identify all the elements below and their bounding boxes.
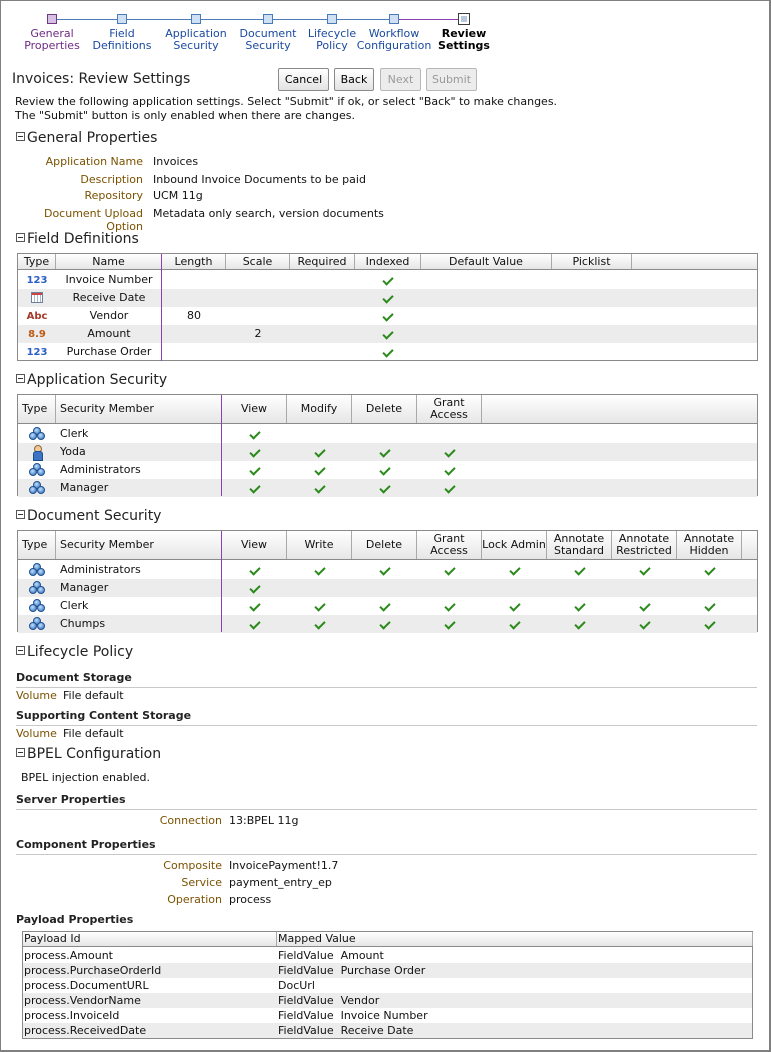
- permission-cell: [287, 479, 352, 497]
- intro-text-1: Review the following application settings. Select "Submit" if ok, or select "Back" to make changes.: [15, 95, 558, 108]
- type-cell: [18, 579, 56, 597]
- check-icon: [382, 292, 393, 303]
- type-cell: [18, 343, 56, 361]
- check-icon: [509, 564, 520, 575]
- connection-value: 13:BPEL 11g: [229, 814, 299, 827]
- name-cell: Vendor: [89, 309, 129, 322]
- check-icon: [382, 328, 393, 339]
- payload-properties-heading: Payload Properties: [16, 913, 134, 926]
- permission-cell: [547, 561, 612, 579]
- cancel-button[interactable]: Cancel: [278, 68, 329, 91]
- train-step-node[interactable]: [389, 14, 399, 24]
- section-field-definitions[interactable]: [16, 231, 139, 247]
- connection-label: Connection: [159, 814, 222, 827]
- integer-type-icon: 123: [26, 347, 48, 358]
- integer-type-icon: 123: [26, 275, 48, 286]
- collapse-icon[interactable]: [16, 646, 25, 655]
- column-header[interactable]: Type: [18, 531, 56, 559]
- check-icon: [314, 600, 325, 611]
- column-header[interactable]: Delete: [352, 531, 417, 559]
- property-label: Application Name: [45, 155, 143, 168]
- check-icon: [379, 464, 390, 475]
- permission-cell: [352, 561, 417, 579]
- column-header[interactable]: Picklist: [552, 254, 632, 269]
- mapped-value-cell: FieldValue Receive Date: [278, 1024, 414, 1037]
- section-title: Lifecycle Policy: [27, 644, 134, 660]
- check-icon: [249, 464, 260, 475]
- mapped-value-cell: FieldValue Vendor: [278, 994, 380, 1007]
- train-step-node[interactable]: [117, 14, 127, 24]
- scale-cell: [226, 307, 290, 325]
- permission-cell: [222, 615, 287, 633]
- component-properties-heading: Component Properties: [16, 838, 156, 851]
- column-header[interactable]: Annotate Restricted: [612, 531, 677, 559]
- column-header[interactable]: Type: [18, 395, 56, 423]
- permission-cell: [612, 579, 677, 597]
- operation-value: process: [229, 893, 272, 906]
- train-step-label[interactable]: Workflow Configuration: [356, 27, 432, 52]
- column-header[interactable]: View: [222, 531, 287, 559]
- table-row[interactable]: [18, 561, 757, 579]
- check-icon: [314, 464, 325, 475]
- length-cell: [162, 343, 226, 361]
- length-cell: [162, 271, 226, 289]
- property-value: Invoices: [153, 155, 199, 168]
- train-step-label[interactable]: Application Security: [165, 27, 227, 52]
- check-icon: [314, 446, 325, 457]
- check-icon: [382, 346, 393, 357]
- check-icon: [639, 618, 650, 629]
- type-cell: [18, 289, 56, 307]
- collapse-icon[interactable]: [16, 374, 25, 383]
- train-step-node[interactable]: [458, 13, 470, 25]
- permission-cell: [612, 597, 677, 615]
- check-icon: [704, 600, 715, 611]
- group-icon: [28, 581, 46, 595]
- check-icon: [444, 600, 455, 611]
- payload-id-cell: process.ReceivedDate: [24, 1024, 147, 1037]
- collapse-icon[interactable]: [16, 132, 25, 141]
- permission-cell: [417, 615, 482, 633]
- table-row[interactable]: [23, 1008, 752, 1023]
- column-header-filler: [742, 531, 759, 559]
- section-document-security[interactable]: [16, 508, 161, 524]
- mapped-value-cell: FieldValue Amount: [278, 949, 384, 962]
- check-icon: [509, 618, 520, 629]
- collapse-icon[interactable]: [16, 510, 25, 519]
- application-security-table: [17, 394, 758, 496]
- section-bpel-configuration[interactable]: [16, 746, 161, 762]
- table-row[interactable]: [23, 1023, 752, 1038]
- payload-id-cell: process.DocumentURL: [24, 979, 149, 992]
- group-icon: [28, 463, 46, 477]
- column-header[interactable]: Annotate Standard: [547, 531, 612, 559]
- permission-cell: [677, 579, 742, 597]
- section-title: Application Security: [27, 372, 168, 388]
- permission-cell: [417, 579, 482, 597]
- column-header[interactable]: Modify: [287, 395, 352, 423]
- check-icon: [379, 618, 390, 629]
- permission-cell: [287, 461, 352, 479]
- section-lifecycle-policy[interactable]: [16, 644, 133, 660]
- check-icon: [314, 564, 325, 575]
- permission-cell: [417, 425, 482, 443]
- permission-cell: [352, 479, 417, 497]
- table-row[interactable]: [18, 271, 757, 289]
- intro-text-2: The "Submit" button is only enabled when there are changes.: [15, 109, 355, 122]
- check-icon: [379, 446, 390, 457]
- column-header[interactable]: Default Value: [421, 254, 552, 269]
- frozen-column-separator: [221, 531, 222, 632]
- train-step-label[interactable]: Field Definitions: [92, 27, 152, 52]
- type-cell: [18, 425, 56, 443]
- check-icon: [382, 274, 393, 285]
- train-step-node[interactable]: [263, 14, 273, 24]
- check-icon: [574, 564, 585, 575]
- permission-cell: [482, 615, 547, 633]
- divider: [16, 725, 757, 726]
- service-value: payment_entry_ep: [229, 876, 332, 889]
- mapped-value-cell: FieldValue Invoice Number: [278, 1009, 428, 1022]
- column-header[interactable]: Grant Access: [417, 531, 482, 559]
- document-security-table: [17, 530, 758, 632]
- table-row[interactable]: [18, 615, 757, 633]
- type-cell: [18, 479, 56, 497]
- check-icon: [249, 446, 260, 457]
- check-icon: [249, 618, 260, 629]
- check-icon: [444, 564, 455, 575]
- payload-id-cell: process.PurchaseOrderId: [24, 964, 162, 977]
- group-icon: [28, 481, 46, 495]
- check-icon: [249, 564, 260, 575]
- indexed-cell: [355, 271, 421, 289]
- check-icon: [639, 564, 650, 575]
- submit-button[interactable]: Submit: [426, 68, 477, 91]
- group-icon: [28, 427, 46, 441]
- member-cell: Chumps: [60, 617, 106, 630]
- check-icon: [704, 564, 715, 575]
- check-icon: [704, 618, 715, 629]
- divider: [16, 687, 757, 688]
- frozen-column-separator: [161, 254, 162, 361]
- section-title: Document Security: [27, 508, 162, 524]
- permission-cell: [547, 615, 612, 633]
- table-header: [18, 254, 757, 270]
- section-application-security[interactable]: [16, 372, 167, 388]
- permission-cell: [677, 597, 742, 615]
- section-title: Field Definitions: [27, 231, 139, 247]
- length-cell: [162, 289, 226, 307]
- scale-cell: 2: [254, 327, 262, 340]
- check-icon: [444, 446, 455, 457]
- permission-cell: [222, 461, 287, 479]
- column-header-filler: [632, 254, 758, 269]
- train-step-node[interactable]: [47, 14, 57, 24]
- service-label: Service: [181, 876, 222, 889]
- check-icon: [382, 310, 393, 321]
- permission-cell: [417, 597, 482, 615]
- member-cell: Administrators: [60, 463, 141, 476]
- property-value: Metadata only search, version documents: [153, 207, 384, 220]
- table-row[interactable]: [23, 978, 752, 993]
- volume-label: Volume: [16, 689, 57, 702]
- permission-cell: [352, 425, 417, 443]
- composite-label: Composite: [163, 859, 222, 872]
- type-cell: [18, 615, 56, 633]
- table-row[interactable]: [18, 579, 757, 597]
- collapse-icon[interactable]: [16, 748, 25, 757]
- member-cell: Manager: [60, 581, 109, 594]
- column-header[interactable]: Mapped Value: [277, 932, 753, 946]
- property-value: Inbound Invoice Documents to be paid: [153, 173, 366, 186]
- payload-id-cell: process.VendorName: [24, 994, 141, 1007]
- train-connector: [122, 19, 196, 20]
- table-row[interactable]: [18, 425, 757, 443]
- divider: [16, 809, 757, 810]
- check-icon: [249, 600, 260, 611]
- permission-cell: [352, 443, 417, 461]
- type-cell: [18, 461, 56, 479]
- permission-cell: [417, 443, 482, 461]
- table-row[interactable]: [23, 993, 752, 1008]
- type-cell: [18, 325, 56, 343]
- next-button[interactable]: Next: [380, 68, 421, 91]
- payload-properties-table: [22, 931, 753, 1039]
- permission-cell: [482, 597, 547, 615]
- volume-value: File default: [63, 689, 124, 702]
- column-header[interactable]: Security Member: [56, 395, 222, 423]
- indexed-cell: [355, 325, 421, 343]
- section-general-properties[interactable]: [16, 130, 157, 146]
- permission-cell: [287, 597, 352, 615]
- permission-cell: [482, 579, 547, 597]
- type-cell: [18, 307, 56, 325]
- table-header: [23, 932, 752, 947]
- table-header: [18, 395, 757, 424]
- train-step-label[interactable]: Lifecycle Policy: [307, 27, 357, 52]
- back-button[interactable]: Back: [334, 68, 374, 91]
- train-connector: [196, 19, 268, 20]
- train-connector: [268, 19, 332, 20]
- permission-cell: [287, 561, 352, 579]
- table-row[interactable]: [23, 963, 752, 978]
- check-icon: [639, 600, 650, 611]
- permission-cell: [222, 425, 287, 443]
- divider: [16, 854, 757, 855]
- property-label: Description: [80, 173, 143, 186]
- check-icon: [379, 564, 390, 575]
- permission-cell: [612, 615, 677, 633]
- table-row[interactable]: [18, 307, 757, 325]
- permission-cell: [222, 479, 287, 497]
- train-step-label[interactable]: General Properties: [24, 27, 80, 52]
- check-icon: [379, 600, 390, 611]
- section-title: BPEL Configuration: [27, 746, 162, 762]
- collapse-icon[interactable]: [16, 233, 25, 242]
- check-icon: [249, 582, 260, 593]
- type-cell: [18, 271, 56, 289]
- permission-cell: [417, 461, 482, 479]
- scale-cell: [226, 271, 290, 289]
- field-definitions-table: [17, 253, 758, 361]
- train-step-node[interactable]: [327, 14, 337, 24]
- permission-cell: [352, 615, 417, 633]
- permission-cell: [417, 561, 482, 579]
- table-row[interactable]: [18, 597, 757, 615]
- column-header-filler: [482, 395, 759, 423]
- column-header[interactable]: Required: [290, 254, 355, 269]
- text-type-icon: Abc: [26, 311, 48, 322]
- check-icon: [574, 618, 585, 629]
- check-icon: [444, 618, 455, 629]
- frozen-column-separator: [221, 395, 222, 496]
- check-icon: [444, 482, 455, 493]
- permission-cell: [287, 443, 352, 461]
- indexed-cell: [355, 289, 421, 307]
- column-header[interactable]: View: [222, 395, 287, 423]
- permission-cell: [287, 615, 352, 633]
- permission-cell: [352, 461, 417, 479]
- payload-id-cell: process.Amount: [24, 949, 113, 962]
- wizard-train: [10, 8, 510, 56]
- permission-cell: [612, 561, 677, 579]
- column-header[interactable]: Write: [287, 531, 352, 559]
- train-step-label[interactable]: Review Settings: [438, 27, 490, 52]
- permission-cell: [222, 579, 287, 597]
- column-header[interactable]: Annotate Hidden: [677, 531, 742, 559]
- permission-cell: [482, 561, 547, 579]
- column-header[interactable]: Name: [56, 254, 162, 269]
- check-icon: [509, 600, 520, 611]
- property-label: Repository: [84, 189, 143, 202]
- volume-value: File default: [63, 727, 124, 740]
- column-header[interactable]: Scale: [226, 254, 290, 269]
- permission-cell: [417, 479, 482, 497]
- scale-cell: [226, 289, 290, 307]
- group-icon: [28, 599, 46, 613]
- table-row[interactable]: [18, 461, 757, 479]
- train-step-label[interactable]: Document Security: [239, 27, 297, 52]
- type-cell: [18, 443, 56, 461]
- mapped-value-cell: FieldValue Purchase Order: [278, 964, 426, 977]
- group-icon: [28, 563, 46, 577]
- table-row[interactable]: [18, 443, 757, 461]
- table-row[interactable]: [18, 325, 757, 343]
- column-header[interactable]: Security Member: [56, 531, 222, 559]
- name-cell: Receive Date: [72, 291, 146, 304]
- member-cell: Manager: [60, 481, 109, 494]
- permission-cell: [287, 425, 352, 443]
- property-label: Document Upload Option: [43, 207, 143, 233]
- table-row[interactable]: [18, 289, 757, 307]
- name-cell: Invoice Number: [65, 273, 153, 286]
- check-icon: [444, 464, 455, 475]
- document-storage-heading: Document Storage: [16, 671, 132, 684]
- permission-cell: [287, 579, 352, 597]
- type-cell: [18, 597, 56, 615]
- group-icon: [28, 617, 46, 631]
- mapped-value-cell: DocUrl: [278, 979, 315, 992]
- length-cell: 80: [187, 309, 201, 322]
- train-connector: [52, 19, 122, 20]
- train-step-node[interactable]: [191, 14, 201, 24]
- check-icon: [314, 482, 325, 493]
- property-value: UCM 11g: [153, 189, 203, 202]
- type-cell: [18, 561, 56, 579]
- bpel-enabled-text: BPEL injection enabled.: [21, 771, 150, 784]
- calendar-icon: [31, 292, 43, 303]
- permission-cell: [547, 597, 612, 615]
- page-title: Invoices: Review Settings: [12, 71, 191, 87]
- payload-id-cell: process.InvoiceId: [24, 1009, 120, 1022]
- permission-cell: [547, 579, 612, 597]
- train-connector: [332, 19, 394, 20]
- column-header[interactable]: Payload Id: [23, 932, 277, 946]
- check-icon: [574, 600, 585, 611]
- permission-cell: [677, 561, 742, 579]
- operation-label: Operation: [167, 893, 222, 906]
- indexed-cell: [355, 343, 421, 361]
- column-header[interactable]: Grant Access: [417, 395, 482, 423]
- name-cell: Amount: [87, 327, 131, 340]
- permission-cell: [677, 615, 742, 633]
- column-header[interactable]: Lock Admin: [482, 531, 547, 559]
- column-header[interactable]: Length: [162, 254, 226, 269]
- scale-cell: [226, 343, 290, 361]
- composite-value: InvoicePayment!1.7: [229, 859, 339, 872]
- length-cell: [162, 325, 226, 343]
- check-icon: [379, 482, 390, 493]
- server-properties-heading: Server Properties: [16, 793, 126, 806]
- user-icon: [33, 445, 41, 459]
- column-header[interactable]: Type: [18, 254, 56, 269]
- check-icon: [249, 428, 260, 439]
- member-cell: Clerk: [60, 599, 89, 612]
- supporting-storage-heading: Supporting Content Storage: [16, 709, 192, 722]
- check-icon: [249, 482, 260, 493]
- train-connector: [394, 19, 464, 20]
- indexed-cell: [355, 307, 421, 325]
- member-cell: Administrators: [60, 563, 141, 576]
- permission-cell: [352, 597, 417, 615]
- column-header[interactable]: Indexed: [355, 254, 421, 269]
- member-cell: Yoda: [60, 445, 86, 458]
- section-title: General Properties: [27, 130, 158, 146]
- table-row[interactable]: [18, 343, 757, 361]
- check-icon: [314, 618, 325, 629]
- member-cell: Clerk: [60, 427, 89, 440]
- permission-cell: [222, 597, 287, 615]
- column-header[interactable]: Delete: [352, 395, 417, 423]
- permission-cell: [222, 443, 287, 461]
- decimal-type-icon: 8.9: [28, 329, 46, 340]
- table-row[interactable]: [23, 948, 752, 963]
- volume-label: Volume: [16, 727, 57, 740]
- permission-cell: [222, 561, 287, 579]
- table-row[interactable]: [18, 479, 757, 497]
- name-cell: Purchase Order: [66, 345, 152, 358]
- permission-cell: [352, 579, 417, 597]
- table-header: [18, 531, 757, 560]
